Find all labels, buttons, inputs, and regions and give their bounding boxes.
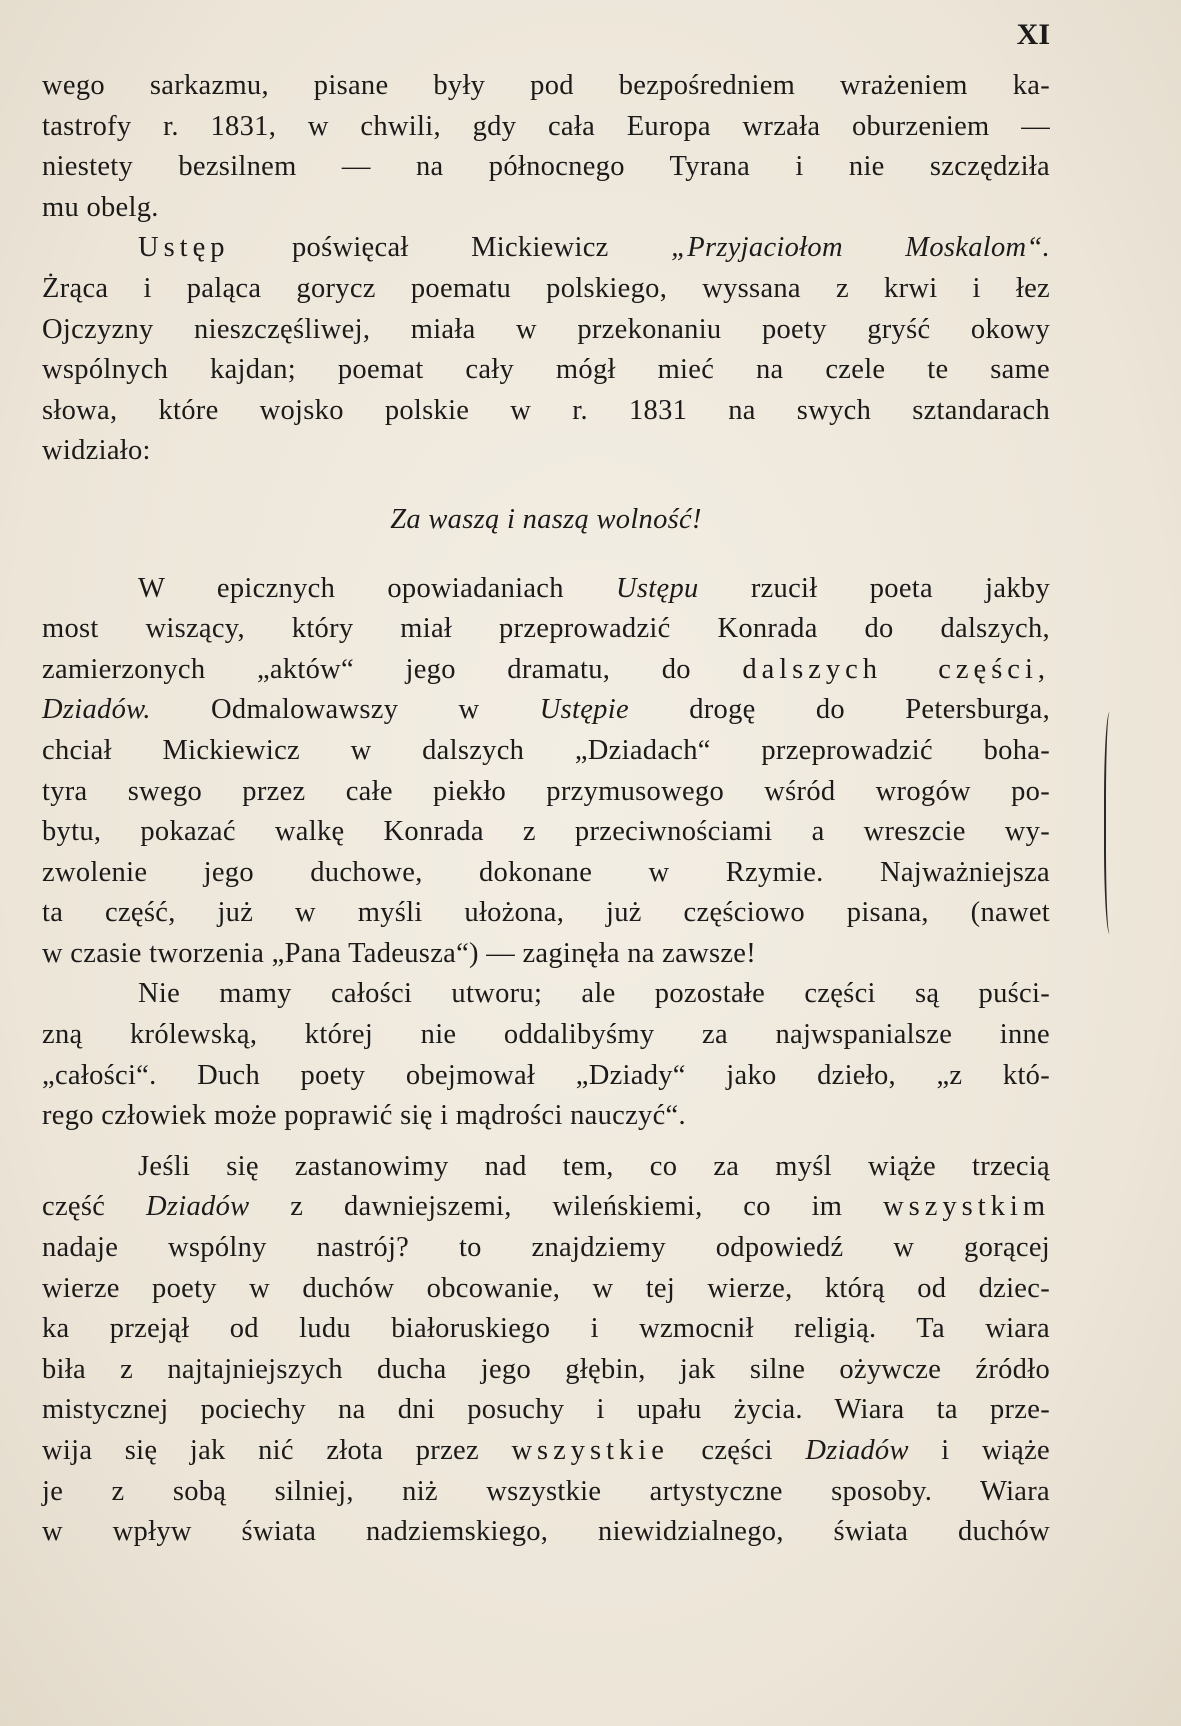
text-line: Żrąca i paląca gorycz poematu polskiego, wyssana z krwi i łez xyxy=(42,272,1050,304)
text-line: Jeśli się zastanowimy nad tem, co za myśl wiąże trzecią xyxy=(138,1150,1050,1182)
text-line: chciał Mickiewicz w dalszych „Dziadach“ przeprowadzić boha- xyxy=(42,734,1050,766)
text-line: tastrofy r. 1831, w chwili, gdy cała Europa wrzała oburzeniem — xyxy=(42,110,1050,142)
text-span: Odmalowawszy w xyxy=(150,694,540,726)
text-line: „całości“. Duch poety obejmował „Dziady“ jako dzieło, „z któ- xyxy=(42,1059,1050,1091)
text-line xyxy=(42,1187,1050,1228)
text-span: wija się jak nić złota przez xyxy=(42,1435,512,1466)
text-line xyxy=(42,228,1050,269)
text-line: wspólnych kajdan; poemat cały mógł mieć na czele te same xyxy=(42,354,1050,386)
text-span: poświęcał Mickiewicz xyxy=(229,232,672,264)
body-text xyxy=(42,66,1050,1553)
text-span: rzucił poeta jakby xyxy=(698,572,1050,604)
text-line: słowa, które wojsko polskie w r. 1831 na swych sztandarach xyxy=(42,394,1050,426)
text-line: mistycznej pociechy na dni posuchy i upału życia. Wiara ta prze- xyxy=(42,1394,1050,1426)
text-line: tyra swego przez całe piekło przymusowego wśród wrogów po- xyxy=(42,775,1050,807)
text-line: ka przejął od ludu białoruskiego i wzmocnił religią. Ta wiara xyxy=(42,1313,1050,1345)
text-line: wierze poety w duchów obcowanie, w tej wierze, którą od dziec- xyxy=(42,1272,1050,1304)
text-line: wego sarkazmu, pisane były pod bezpośredniem wrażeniem ka- xyxy=(42,70,1050,101)
text-line xyxy=(42,650,1050,691)
italic-title: Dziadów. xyxy=(42,694,151,726)
text-line: rego człowiek może poprawić się i mądrości nauczyć“. xyxy=(42,1100,686,1132)
text-span: część xyxy=(42,1191,146,1223)
text-line: widziało: xyxy=(42,435,151,467)
text-line xyxy=(42,690,1050,731)
text-line: most wiszący, który miał przeprowadzić Konrada do dalszych, xyxy=(42,613,1050,645)
spaced-word: wszystkim xyxy=(883,1191,1050,1223)
text-span: części xyxy=(668,1435,806,1466)
text-line xyxy=(42,569,1050,610)
spaced-word: wszystkie xyxy=(511,1435,669,1466)
italic-title: Dziadów xyxy=(805,1435,909,1466)
text-line: w wpływ świata nadziemskiego, niewidzialnego, świata duchów xyxy=(42,1516,1050,1548)
text-line xyxy=(42,1431,1050,1472)
italic-title: Ustępie xyxy=(539,694,629,726)
text-line: niestety bezsilnem — na północnego Tyrana i nie szczędziła xyxy=(42,151,1050,183)
text-span: zamierzonych „aktów“ jego dramatu, do xyxy=(42,653,743,685)
text-line: Nie mamy całości utworu; ale pozostałe części są puści- xyxy=(138,978,1050,1010)
spaced-word: dalszych części, xyxy=(742,653,1050,685)
text-span: z dawniejszemi, wileńskiemi, co im xyxy=(249,1191,884,1223)
text-span: drogę do Petersburga, xyxy=(628,694,1050,726)
text-line: nadaje wspólny nastrój? to znajdziemy odpowiedź w gorącej xyxy=(42,1232,1050,1264)
text-line: zną królewską, której nie oddalibyśmy za najwspanialsze inne xyxy=(42,1019,1050,1051)
text-line: w czasie tworzenia „Pana Tadeusza“) — zaginęła na zawsze! xyxy=(42,937,757,969)
motto-line: Za waszą i naszą wolność! xyxy=(390,503,702,535)
spaced-word: Ustęp xyxy=(138,232,230,264)
italic-title: Ustępu xyxy=(616,572,699,604)
text-line: ta część, już w myśli ułożona, już częściowo pisana, (nawet xyxy=(42,897,1050,929)
text-line: bytu, pokazać walkę Konrada z przeciwnościami a wreszcie wy- xyxy=(42,816,1050,848)
text-span: i wiąże xyxy=(908,1435,1050,1466)
page-number: XI xyxy=(1016,18,1050,51)
text-line: Ojczyzny nieszczęśliwej, miała w przekonaniu poety gryść okowy xyxy=(42,313,1050,345)
italic-title: Dziadów xyxy=(145,1191,250,1223)
text-span: W epicznych opowiadaniach xyxy=(138,572,617,604)
text-line: zwolenie jego duchowe, dokonane w Rzymie. Najważniejsza xyxy=(42,856,1050,888)
text-line: biła z najtajniejszych ducha jego głębin, jak silne ożywcze źródło xyxy=(42,1353,1050,1385)
margin-bracket-mark xyxy=(1104,712,1118,934)
text-line: mu obelg. xyxy=(42,191,159,223)
italic-title: „Przyjaciołom Moskalom“. xyxy=(671,232,1050,264)
text-line: je z sobą silniej, niż wszystkie artystyczne sposoby. Wiara xyxy=(42,1475,1050,1507)
